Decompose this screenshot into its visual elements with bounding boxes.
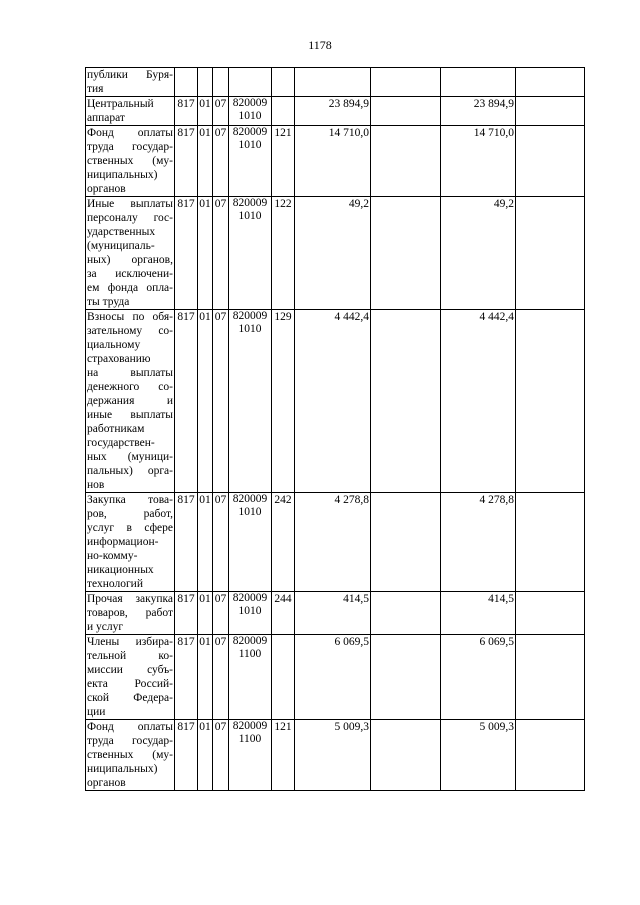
expense-name-line: циальному bbox=[87, 339, 141, 351]
table-row bbox=[86, 493, 585, 592]
target-article-line: 820009 bbox=[232, 126, 268, 138]
table-row bbox=[86, 720, 585, 791]
expense-name-line: ственных (му- bbox=[87, 155, 173, 167]
amount-cell-4 bbox=[516, 126, 585, 197]
table-row bbox=[86, 635, 585, 720]
expense-name-line: на выплаты bbox=[87, 367, 173, 379]
expense-name-line: аппарат bbox=[87, 112, 125, 124]
subsection-code-cell: 07 bbox=[213, 592, 229, 635]
expense-name-line: ской Федера- bbox=[87, 692, 173, 704]
target-article-cell bbox=[229, 720, 272, 791]
expense-name-cell bbox=[86, 493, 175, 592]
expense-name-line: Взносы по обя- bbox=[87, 311, 173, 323]
table-row bbox=[86, 126, 585, 197]
section-code-cell: 01 bbox=[198, 97, 213, 126]
target-article-line: 820009 bbox=[232, 197, 268, 209]
expense-type-cell bbox=[272, 68, 295, 97]
amount-cell-2 bbox=[371, 635, 441, 720]
table-row bbox=[86, 197, 585, 310]
expense-name-line: технологий bbox=[87, 578, 143, 590]
target-article-line: 1100 bbox=[238, 733, 262, 745]
expense-name-line: ров, работ, bbox=[87, 508, 173, 520]
subsection-code-cell: 07 bbox=[213, 97, 229, 126]
expense-name-line: государствен- bbox=[87, 437, 155, 449]
amount-cell-2 bbox=[371, 493, 441, 592]
section-code-cell: 01 bbox=[198, 126, 213, 197]
target-article-cell bbox=[229, 97, 272, 126]
expense-name-line: но-комму- bbox=[87, 550, 138, 562]
amount-cell-3: 5 009,3 bbox=[441, 720, 516, 791]
expense-name-line: денежного со- bbox=[87, 381, 173, 393]
amount-cell-3: 14 710,0 bbox=[441, 126, 516, 197]
expense-name-line: Фонд оплаты bbox=[87, 721, 173, 733]
expense-type-cell: 244 bbox=[272, 592, 295, 635]
expense-name-cell bbox=[86, 592, 175, 635]
page-number: 1178 bbox=[308, 38, 332, 52]
table-row bbox=[86, 97, 585, 126]
amount-cell-2 bbox=[371, 720, 441, 791]
subsection-code-cell: 07 bbox=[213, 635, 229, 720]
amount-cell-4 bbox=[516, 493, 585, 592]
amount-cell-2 bbox=[371, 592, 441, 635]
ministry-code-cell: 817 bbox=[175, 197, 198, 310]
expense-name-line: персоналу гос- bbox=[87, 212, 173, 224]
expense-name-line: страхованию bbox=[87, 353, 151, 365]
amount-cell-3: 49,2 bbox=[441, 197, 516, 310]
expense-name-line: работникам bbox=[87, 423, 145, 435]
amount-cell-3: 4 278,8 bbox=[441, 493, 516, 592]
expense-name-line: Прочая закупка bbox=[87, 593, 173, 605]
target-article-cell bbox=[229, 126, 272, 197]
expense-name-line: органов bbox=[87, 777, 126, 789]
target-article-line: 1010 bbox=[238, 210, 262, 222]
expense-name-line: услуг в сфере bbox=[87, 522, 173, 534]
target-article-line: 820009 bbox=[232, 493, 268, 505]
expense-name-cell bbox=[86, 720, 175, 791]
target-article-cell bbox=[229, 635, 272, 720]
amount-cell-3: 4 442,4 bbox=[441, 310, 516, 493]
amount-cell-4 bbox=[516, 68, 585, 97]
subsection-code-cell: 07 bbox=[213, 126, 229, 197]
target-article-cell bbox=[229, 68, 272, 97]
expense-name-line: пальных) орга- bbox=[87, 465, 173, 477]
expense-name-line: ты труда bbox=[87, 296, 130, 308]
expense-name-line: ударственных bbox=[87, 226, 156, 238]
expense-name-line: никационных bbox=[87, 564, 154, 576]
expense-name-line: (муниципаль- bbox=[87, 240, 155, 252]
table-row bbox=[86, 310, 585, 493]
target-article-line: 820009 bbox=[232, 635, 268, 647]
amount-cell-1: 414,5 bbox=[295, 592, 371, 635]
section-code-cell: 01 bbox=[198, 592, 213, 635]
expense-name-line: Иные выплаты bbox=[87, 198, 173, 210]
expense-name-cell bbox=[86, 635, 175, 720]
expense-name-line: тельной ко- bbox=[87, 650, 173, 662]
amount-cell-4 bbox=[516, 720, 585, 791]
expense-type-cell: 129 bbox=[272, 310, 295, 493]
expense-name-line: ных) органов, bbox=[87, 254, 173, 266]
amount-cell-1: 6 069,5 bbox=[295, 635, 371, 720]
expense-name-line: держания и bbox=[87, 395, 173, 407]
ministry-code-cell: 817 bbox=[175, 126, 198, 197]
target-article-cell bbox=[229, 592, 272, 635]
expense-name-line: труда государ- bbox=[87, 735, 173, 747]
expense-name-line: Фонд оплаты bbox=[87, 127, 173, 139]
amount-cell-2 bbox=[371, 310, 441, 493]
amount-cell-4 bbox=[516, 310, 585, 493]
target-article-cell bbox=[229, 310, 272, 493]
expense-type-cell: 121 bbox=[272, 126, 295, 197]
section-code-cell: 01 bbox=[198, 493, 213, 592]
target-article-line: 1100 bbox=[238, 648, 262, 660]
table-row bbox=[86, 592, 585, 635]
expense-type-cell bbox=[272, 635, 295, 720]
expense-type-cell: 122 bbox=[272, 197, 295, 310]
expense-name-line: Закупка това- bbox=[87, 494, 173, 506]
expense-name-line: информацион- bbox=[87, 536, 159, 548]
expense-name-line: и услуг bbox=[87, 621, 124, 633]
amount-cell-2 bbox=[371, 197, 441, 310]
budget-table bbox=[85, 67, 585, 791]
amount-cell-1: 4 278,8 bbox=[295, 493, 371, 592]
expense-type-cell bbox=[272, 97, 295, 126]
ministry-code-cell: 817 bbox=[175, 493, 198, 592]
expense-name-line: ных (муници- bbox=[87, 451, 173, 463]
amount-cell-4 bbox=[516, 635, 585, 720]
table-row bbox=[86, 68, 585, 97]
target-article-line: 820009 bbox=[232, 592, 268, 604]
amount-cell-3: 23 894,9 bbox=[441, 97, 516, 126]
target-article-line: 1010 bbox=[238, 506, 262, 518]
subsection-code-cell: 07 bbox=[213, 310, 229, 493]
expense-type-cell: 121 bbox=[272, 720, 295, 791]
amount-cell-3: 414,5 bbox=[441, 592, 516, 635]
expense-type-cell: 242 bbox=[272, 493, 295, 592]
ministry-code-cell: 817 bbox=[175, 310, 198, 493]
subsection-code-cell bbox=[213, 68, 229, 97]
target-article-line: 1010 bbox=[238, 110, 262, 122]
budget-table-body bbox=[86, 68, 585, 791]
target-article-line: 820009 bbox=[232, 97, 268, 109]
amount-cell-3: 6 069,5 bbox=[441, 635, 516, 720]
expense-name-line: товаров, работ bbox=[87, 607, 173, 619]
ministry-code-cell bbox=[175, 68, 198, 97]
amount-cell-1: 4 442,4 bbox=[295, 310, 371, 493]
expense-name-line: нов bbox=[87, 479, 105, 491]
expense-name-line: ем фонда опла- bbox=[87, 282, 173, 294]
amount-cell-1: 23 894,9 bbox=[295, 97, 371, 126]
expense-name-cell bbox=[86, 197, 175, 310]
expense-name-line: миссии субъ- bbox=[87, 664, 173, 676]
section-code-cell: 01 bbox=[198, 310, 213, 493]
amount-cell-2 bbox=[371, 68, 441, 97]
amount-cell-4 bbox=[516, 97, 585, 126]
ministry-code-cell: 817 bbox=[175, 635, 198, 720]
expense-name-line: органов bbox=[87, 183, 126, 195]
expense-name-cell bbox=[86, 126, 175, 197]
expense-name-cell bbox=[86, 310, 175, 493]
expense-name-cell bbox=[86, 97, 175, 126]
amount-cell-1: 49,2 bbox=[295, 197, 371, 310]
expense-name-line: ции bbox=[87, 706, 106, 718]
amount-cell-2 bbox=[371, 97, 441, 126]
section-code-cell bbox=[198, 68, 213, 97]
amount-cell-1 bbox=[295, 68, 371, 97]
amount-cell-1: 14 710,0 bbox=[295, 126, 371, 197]
expense-name-line: иные выплаты bbox=[87, 409, 173, 421]
expense-name-line: тия bbox=[87, 83, 104, 95]
section-code-cell: 01 bbox=[198, 635, 213, 720]
subsection-code-cell: 07 bbox=[213, 493, 229, 592]
amount-cell-4 bbox=[516, 592, 585, 635]
expense-name-line: ственных (му- bbox=[87, 749, 173, 761]
target-article-cell bbox=[229, 493, 272, 592]
target-article-line: 1010 bbox=[238, 323, 262, 335]
target-article-line: 1010 bbox=[238, 605, 262, 617]
target-article-line: 1010 bbox=[238, 139, 262, 151]
expense-name-line: ниципальных) bbox=[87, 169, 158, 181]
expense-name-line: труда государ- bbox=[87, 141, 173, 153]
ministry-code-cell: 817 bbox=[175, 97, 198, 126]
expense-name-line: Члены избира- bbox=[87, 636, 173, 648]
target-article-line: 820009 bbox=[232, 310, 268, 322]
expense-name-line: екта Россий- bbox=[87, 678, 173, 690]
expense-name-cell bbox=[86, 68, 175, 97]
target-article-line: 820009 bbox=[232, 720, 268, 732]
ministry-code-cell: 817 bbox=[175, 720, 198, 791]
section-code-cell: 01 bbox=[198, 197, 213, 310]
expense-name-line: зательному со- bbox=[87, 325, 173, 337]
expense-name-line: за исключени- bbox=[87, 268, 173, 280]
amount-cell-4 bbox=[516, 197, 585, 310]
expense-name-line: публики Буря- bbox=[87, 69, 173, 81]
amount-cell-2 bbox=[371, 126, 441, 197]
target-article-cell bbox=[229, 197, 272, 310]
subsection-code-cell: 07 bbox=[213, 197, 229, 310]
expense-name-line: Центральный bbox=[87, 98, 154, 110]
subsection-code-cell: 07 bbox=[213, 720, 229, 791]
expense-name-line: ниципальных) bbox=[87, 763, 158, 775]
ministry-code-cell: 817 bbox=[175, 592, 198, 635]
section-code-cell: 01 bbox=[198, 720, 213, 791]
amount-cell-3 bbox=[441, 68, 516, 97]
amount-cell-1: 5 009,3 bbox=[295, 720, 371, 791]
